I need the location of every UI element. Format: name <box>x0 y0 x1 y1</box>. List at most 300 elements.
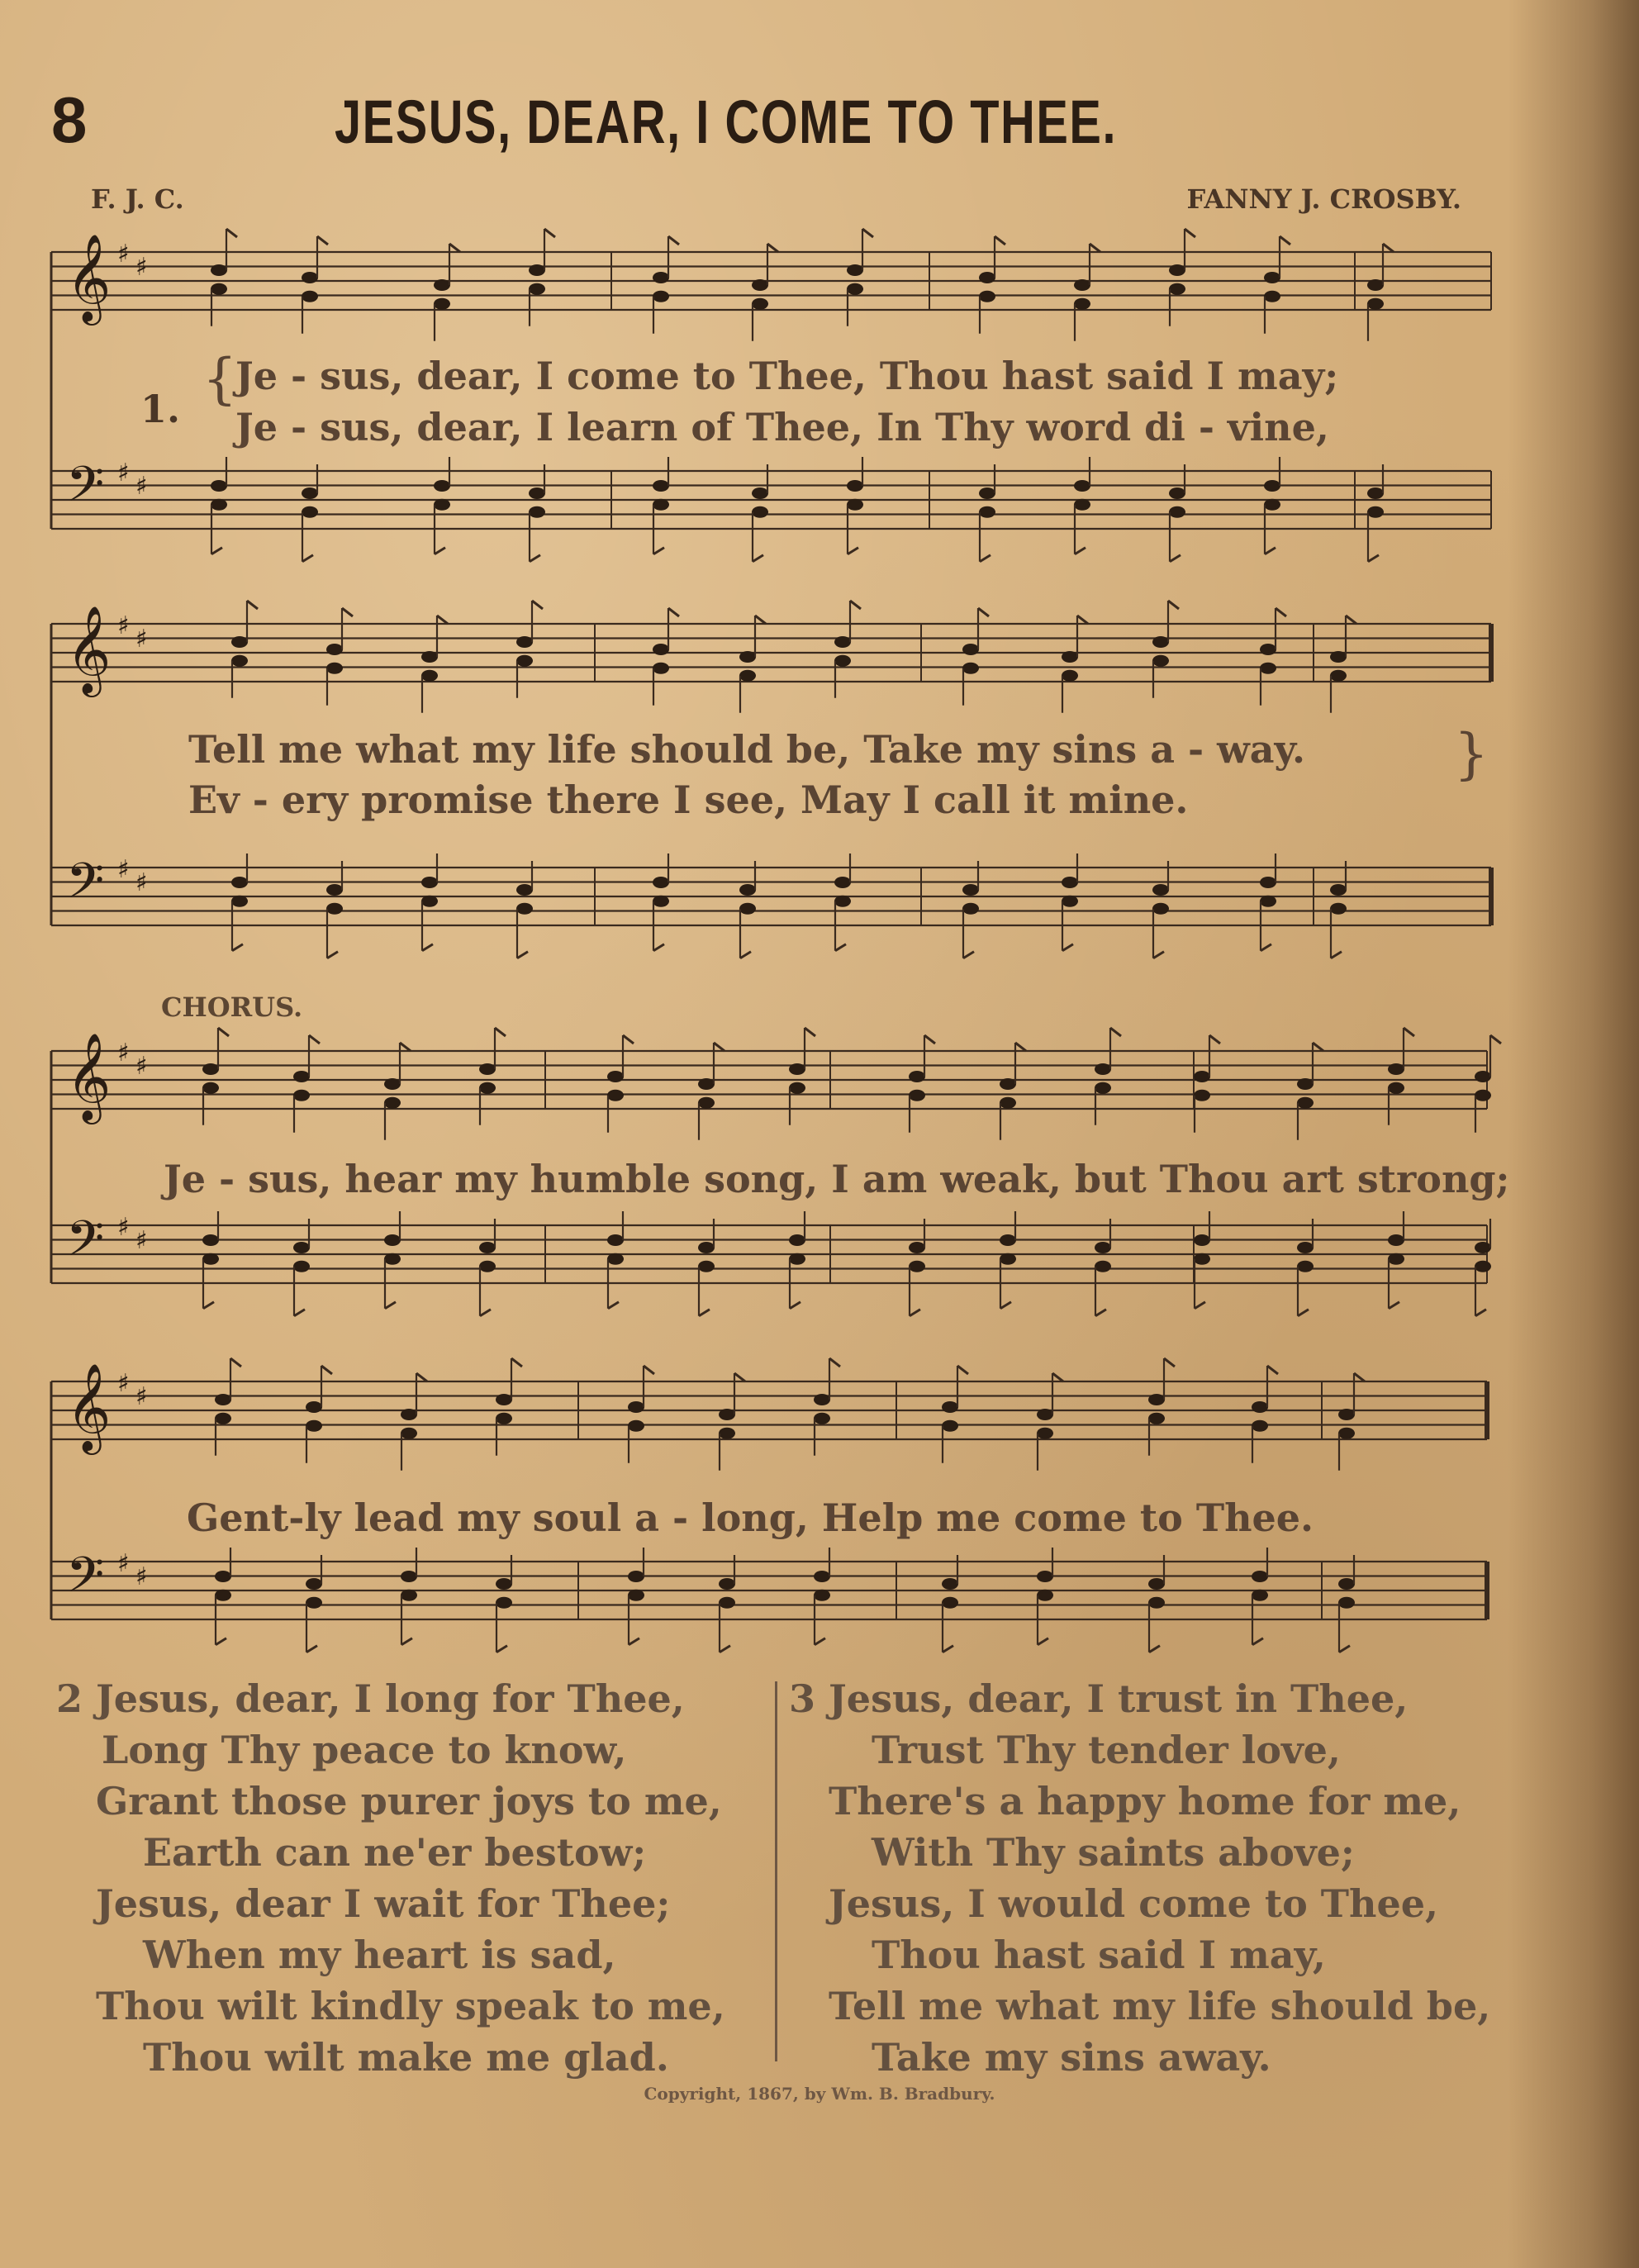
note-head <box>653 272 669 283</box>
note-flag <box>1261 944 1271 951</box>
note-head <box>202 1253 219 1265</box>
note-head <box>1152 655 1169 667</box>
note-head <box>1388 1082 1404 1094</box>
note-flag <box>1209 1035 1220 1044</box>
note-flag <box>608 1302 619 1309</box>
note-head <box>401 1409 417 1420</box>
note-flag <box>422 944 433 951</box>
note-flag <box>978 608 989 616</box>
note-flag <box>753 555 763 562</box>
note-head <box>698 1242 715 1253</box>
note-head <box>607 1253 624 1265</box>
treble-clef-icon: 𝄞 <box>66 605 112 693</box>
verse-3-line-3: There's a happy home for me, <box>829 1779 1461 1823</box>
note-flag <box>943 1646 953 1652</box>
treble-clef-icon: 𝄞 <box>66 233 112 321</box>
note-head <box>293 1071 310 1082</box>
note-head <box>847 283 863 295</box>
bass-clef-icon: 𝄢 <box>66 1210 105 1279</box>
sharp-icon: ♯ <box>117 1369 130 1398</box>
note-flag <box>835 944 846 951</box>
note-head <box>434 298 450 310</box>
note-flag <box>1276 608 1286 616</box>
note-head <box>607 1234 624 1246</box>
note-flag <box>1490 1035 1501 1044</box>
note-head <box>789 1082 805 1094</box>
note-head <box>529 506 545 518</box>
note-head <box>1194 1234 1210 1246</box>
bass-clef-icon: 𝄢 <box>66 852 105 921</box>
note-flag <box>342 608 353 616</box>
note-head <box>834 636 851 648</box>
note-flag <box>532 601 543 609</box>
copyright-notice: Copyright, 1867, by Wm. B. Bradbury. <box>644 2084 995 2104</box>
note-head <box>1252 1401 1268 1413</box>
verse-2 <box>56 1673 725 2083</box>
note-flag <box>805 1028 815 1036</box>
note-head <box>789 1063 805 1075</box>
chorus-label: CHORUS. <box>161 991 303 1023</box>
note-flag <box>449 244 460 252</box>
note-flag <box>309 1035 320 1044</box>
note-flag <box>327 952 338 958</box>
note-head <box>401 1428 417 1439</box>
note-flag <box>437 616 448 624</box>
note-flag <box>1389 1302 1399 1309</box>
note-head <box>1095 1261 1111 1272</box>
note-head <box>698 1261 715 1272</box>
note-flag <box>1164 1358 1175 1367</box>
note-head <box>293 1090 310 1101</box>
note-head <box>202 1063 219 1075</box>
note-flag <box>511 1358 522 1367</box>
verse-number-2: 2 <box>56 1676 83 1721</box>
note-flag <box>740 952 751 958</box>
note-head <box>909 1090 925 1101</box>
note-flag <box>1298 1310 1309 1316</box>
note-head <box>909 1242 925 1253</box>
note-head <box>1062 896 1078 907</box>
note-flag <box>1383 244 1394 252</box>
sharp-icon: ♯ <box>135 253 148 282</box>
note-head <box>752 506 768 518</box>
note-head <box>1367 298 1384 310</box>
note-head <box>628 1571 644 1582</box>
note-head <box>607 1071 624 1082</box>
note-head <box>847 480 863 492</box>
note-flag <box>1077 616 1088 624</box>
note-head <box>1260 663 1276 674</box>
note-head <box>1074 480 1090 492</box>
note-flag <box>767 244 778 252</box>
note-head <box>529 283 545 295</box>
note-head <box>302 506 318 518</box>
note-head <box>496 1394 512 1405</box>
note-head <box>653 499 669 511</box>
note-head <box>215 1413 231 1424</box>
note-head <box>909 1261 925 1272</box>
note-head <box>1062 651 1078 663</box>
note-head <box>1338 1597 1355 1609</box>
note-flag <box>815 1638 825 1645</box>
note-head <box>909 1071 925 1082</box>
verse-2-line-6: When my heart is sad, <box>143 1933 616 1977</box>
note-flag <box>850 601 861 609</box>
note-head <box>326 644 343 655</box>
note-head <box>607 1090 624 1101</box>
note-head <box>1252 1571 1268 1582</box>
note-head <box>1148 1578 1165 1590</box>
note-head <box>529 264 545 276</box>
note-head <box>1330 884 1347 896</box>
note-head <box>653 896 669 907</box>
note-flag <box>653 944 664 951</box>
note-flag <box>1368 555 1379 562</box>
note-head <box>479 1063 496 1075</box>
note-head <box>1264 291 1280 302</box>
note-flag <box>957 1366 968 1374</box>
note-head <box>719 1409 735 1420</box>
verse-2-line-4: Earth can ne'er bestow; <box>143 1830 647 1875</box>
note-head <box>384 1097 401 1109</box>
verse-3 <box>789 1673 1490 2083</box>
note-head <box>1194 1071 1210 1082</box>
note-head <box>653 877 669 888</box>
note-flag <box>385 1302 396 1309</box>
verse-3-line-1 <box>789 1673 1490 1724</box>
note-head <box>1194 1090 1210 1101</box>
verse-number-1: 1. <box>140 387 181 431</box>
note-head <box>942 1420 958 1432</box>
note-flag <box>668 236 679 245</box>
note-head <box>1194 1253 1210 1265</box>
verse-2-line-5: Jesus, dear I wait for Thee; <box>96 1881 671 1926</box>
note-head <box>434 279 450 291</box>
note-head <box>942 1597 958 1609</box>
note-flag <box>216 1638 226 1645</box>
note-head <box>942 1578 958 1590</box>
note-flag <box>321 1366 332 1374</box>
note-head <box>1260 896 1276 907</box>
note-head <box>306 1420 322 1432</box>
note-flag <box>218 1028 229 1036</box>
note-flag <box>1038 1638 1048 1645</box>
note-head <box>302 272 318 283</box>
sharp-icon: ♯ <box>135 625 148 654</box>
note-head <box>698 1078 715 1090</box>
note-flag <box>1185 229 1195 237</box>
note-flag <box>755 616 766 624</box>
note-head <box>1338 1578 1355 1590</box>
brace-verse1-end: } <box>1454 722 1489 786</box>
note-head <box>834 655 851 667</box>
note-head <box>1095 1063 1111 1075</box>
note-head <box>401 1590 417 1601</box>
note-head <box>293 1261 310 1272</box>
hymn-title: JESUS, DEAR, I COME TO THEE. <box>335 88 1118 156</box>
note-head <box>739 670 756 682</box>
note-head <box>752 298 768 310</box>
note-flag <box>1015 1043 1026 1051</box>
note-head <box>1000 1097 1016 1109</box>
note-flag <box>416 1373 427 1381</box>
lyric-s1-l2: Je - sus, dear, I learn of Thee, In Thy word di - vine, <box>235 405 1329 449</box>
note-head <box>628 1420 644 1432</box>
note-flag <box>714 1043 724 1051</box>
verse-2-line-3: Grant those purer joys to me, <box>96 1779 722 1823</box>
note-head <box>739 903 756 915</box>
note-head <box>215 1571 231 1582</box>
note-flag <box>653 548 664 554</box>
note-head <box>215 1590 231 1601</box>
note-flag <box>1339 1646 1350 1652</box>
note-flag <box>480 1310 491 1316</box>
note-head <box>479 1261 496 1272</box>
note-head <box>326 903 343 915</box>
sharp-icon: ♯ <box>135 472 148 501</box>
note-head <box>1264 480 1280 492</box>
note-flag <box>232 944 243 951</box>
note-head <box>1388 1234 1404 1246</box>
note-head <box>1169 264 1185 276</box>
note-flag <box>1346 616 1356 624</box>
author-name: FANNY J. CROSBY. <box>1186 183 1461 215</box>
verse-3-line-7: Tell me what my life should be, <box>829 1984 1491 2028</box>
note-head <box>231 896 248 907</box>
note-flag <box>629 1638 639 1645</box>
note-flag <box>1354 1373 1365 1381</box>
note-flag <box>230 1358 241 1367</box>
note-flag <box>1404 1028 1414 1036</box>
note-head <box>516 655 533 667</box>
note-head <box>421 670 438 682</box>
note-head <box>628 1590 644 1601</box>
note-flag <box>644 1366 654 1374</box>
verse-2-line-8: Thou wilt make me glad. <box>143 2035 669 2080</box>
note-head <box>1000 1078 1016 1090</box>
note-head <box>1037 1571 1053 1582</box>
sharp-icon: ♯ <box>135 1382 148 1411</box>
note-flag <box>400 1043 411 1051</box>
note-flag <box>435 548 445 554</box>
note-flag <box>211 548 222 554</box>
note-head <box>653 480 669 492</box>
verse-3-line-4: With Thy saints above; <box>872 1830 1355 1875</box>
note-flag <box>544 229 555 237</box>
note-head <box>1148 1394 1165 1405</box>
note-head <box>1000 1253 1016 1265</box>
note-flag <box>720 1646 730 1652</box>
note-flag <box>995 236 1005 245</box>
note-head <box>1252 1590 1268 1601</box>
note-head <box>384 1078 401 1090</box>
note-head <box>962 903 979 915</box>
verse-3-line-2: Trust Thy tender love, <box>872 1728 1341 1772</box>
note-head <box>496 1597 512 1609</box>
bass-clef-icon: 𝄢 <box>66 455 105 525</box>
note-flag <box>1170 555 1181 562</box>
note-head <box>1000 1234 1016 1246</box>
note-head <box>1330 651 1347 663</box>
note-head <box>1297 1097 1314 1109</box>
note-head <box>479 1242 496 1253</box>
note-head <box>516 903 533 915</box>
note-head <box>752 487 768 499</box>
treble-clef-icon: 𝄞 <box>66 1032 112 1120</box>
note-flag <box>862 229 873 237</box>
note-head <box>401 1571 417 1582</box>
note-flag <box>496 1646 507 1652</box>
note-head <box>1367 279 1384 291</box>
note-head <box>1330 903 1347 915</box>
page-number: 8 <box>51 83 88 156</box>
note-head <box>1388 1063 1404 1075</box>
note-head <box>306 1578 322 1590</box>
note-head <box>1148 1413 1165 1424</box>
note-flag <box>1195 1302 1205 1309</box>
lyric-s1-l1: Je - sus, dear, I come to Thee, Thou hast said I may; <box>235 354 1339 398</box>
note-head <box>979 291 995 302</box>
note-head <box>847 264 863 276</box>
verse-3-text-1: Jesus, dear, I trust in Thee, <box>829 1676 1409 1721</box>
note-head <box>1330 670 1347 682</box>
note-head <box>1148 1597 1165 1609</box>
note-head <box>1074 279 1090 291</box>
note-head <box>434 499 450 511</box>
note-head <box>529 487 545 499</box>
note-flag <box>517 952 528 958</box>
note-head <box>302 487 318 499</box>
note-flag <box>980 555 991 562</box>
note-head <box>1169 283 1185 295</box>
note-head <box>202 1234 219 1246</box>
note-head <box>719 1428 735 1439</box>
note-flag <box>302 555 313 562</box>
note-head <box>1264 499 1280 511</box>
note-head <box>1260 644 1276 655</box>
note-head <box>1074 499 1090 511</box>
sharp-icon: ♯ <box>117 1039 130 1067</box>
note-head <box>496 1578 512 1590</box>
note-head <box>384 1253 401 1265</box>
note-head <box>653 291 669 302</box>
verse-2-line-7: Thou wilt kindly speak to me, <box>96 1984 725 2028</box>
note-flag <box>924 1035 935 1044</box>
note-head <box>293 1242 310 1253</box>
note-flag <box>963 952 974 958</box>
note-head <box>653 644 669 655</box>
composer-initials: F. J. C. <box>91 183 184 215</box>
note-head <box>834 877 851 888</box>
note-flag <box>317 236 328 245</box>
note-flag <box>1331 952 1342 958</box>
note-flag <box>495 1028 506 1036</box>
note-head <box>1264 272 1280 283</box>
note-head <box>326 884 343 896</box>
note-head <box>434 480 450 492</box>
note-head <box>1475 1071 1491 1082</box>
note-head <box>1475 1261 1491 1272</box>
note-flag <box>1267 1366 1278 1374</box>
lyric-s2-l2: Ev - ery promise there I see, May I call it mine. <box>188 777 1189 822</box>
note-flag <box>401 1638 412 1645</box>
note-flag <box>734 1373 745 1381</box>
note-head <box>752 279 768 291</box>
note-flag <box>910 1310 920 1316</box>
note-head <box>1475 1242 1491 1253</box>
note-head <box>789 1253 805 1265</box>
note-head <box>962 884 979 896</box>
verse-number-3: 3 <box>789 1676 816 1721</box>
note-flag <box>1052 1373 1063 1381</box>
sharp-icon: ♯ <box>117 611 130 640</box>
note-flag <box>1313 1043 1323 1051</box>
note-head <box>302 291 318 302</box>
note-head <box>202 1082 219 1094</box>
note-head <box>979 272 995 283</box>
note-head <box>653 663 669 674</box>
verse-3-line-8: Take my sins away. <box>872 2035 1271 2080</box>
note-head <box>1297 1078 1314 1090</box>
note-head <box>384 1234 401 1246</box>
note-flag <box>829 1358 840 1367</box>
sharp-icon: ♯ <box>135 1052 148 1081</box>
note-flag <box>668 608 679 616</box>
note-flag <box>203 1302 214 1309</box>
note-head <box>1095 1242 1111 1253</box>
note-head <box>962 644 979 655</box>
note-head <box>1169 487 1185 499</box>
note-head <box>211 499 227 511</box>
sharp-icon: ♯ <box>135 1562 148 1591</box>
sharp-icon: ♯ <box>135 868 148 897</box>
note-head <box>1475 1090 1491 1101</box>
note-head <box>739 651 756 663</box>
note-head <box>231 877 248 888</box>
note-head <box>306 1597 322 1609</box>
note-flag <box>699 1310 710 1316</box>
note-head <box>1062 877 1078 888</box>
note-flag <box>1090 244 1100 252</box>
note-head <box>719 1597 735 1609</box>
note-flag <box>247 601 258 609</box>
note-head <box>1338 1428 1355 1439</box>
note-head <box>1037 1409 1053 1420</box>
sharp-icon: ♯ <box>135 1226 148 1255</box>
note-head <box>479 1082 496 1094</box>
note-head <box>421 877 438 888</box>
brace-verse1: { <box>202 347 237 411</box>
note-flag <box>294 1310 305 1316</box>
sharp-icon: ♯ <box>117 1213 130 1242</box>
note-head <box>814 1571 830 1582</box>
note-head <box>942 1401 958 1413</box>
verse-2-text-1: Jesus, dear, I long for Thee, <box>96 1676 685 1721</box>
note-flag <box>1280 236 1290 245</box>
verse-2-line-2: Long Thy peace to know, <box>102 1728 627 1772</box>
note-flag <box>623 1035 634 1044</box>
note-head <box>1252 1420 1268 1432</box>
note-head <box>1037 1428 1053 1439</box>
note-head <box>215 1394 231 1405</box>
note-head <box>231 636 248 648</box>
note-head <box>211 264 227 276</box>
note-head <box>814 1590 830 1601</box>
note-head <box>1095 1082 1111 1094</box>
sharp-icon: ♯ <box>117 459 130 487</box>
note-head <box>814 1413 830 1424</box>
note-flag <box>1062 944 1073 951</box>
